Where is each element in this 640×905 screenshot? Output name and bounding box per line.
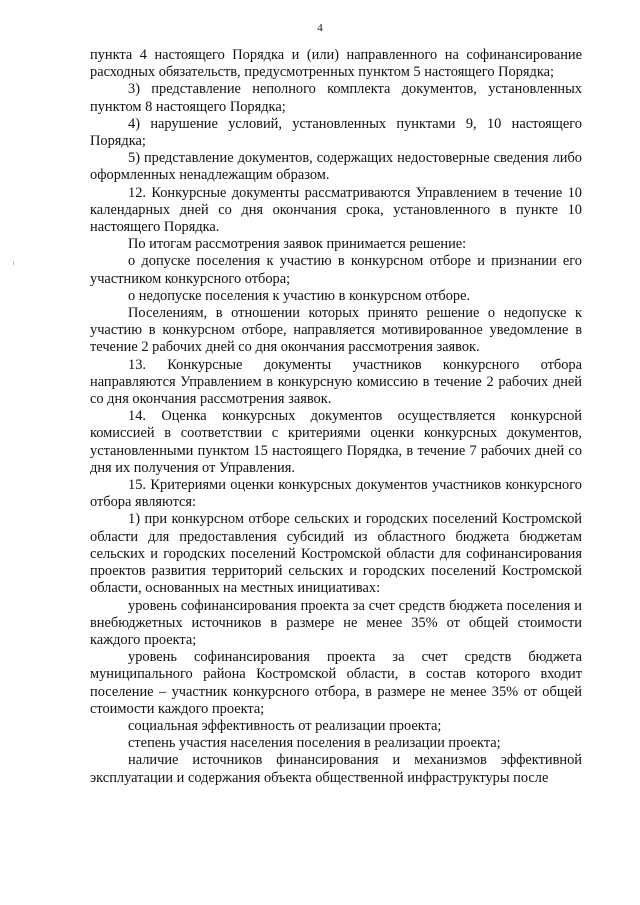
paragraph-decision-admit: о допуске поселения к участию в конкурсном отборе и признании его участником конкурсного отбора;	[90, 253, 582, 287]
paragraph-item-5: 5) представление документов, содержащих недостоверные сведения либо оформленных ненадлежащим образом.	[90, 150, 582, 184]
paragraph-decision-intro: По итогам рассмотрения заявок принимается решение:	[128, 236, 467, 253]
paragraph-clause-15: 15. Критериями оценки конкурсных документов участников конкурсного отбора являются:	[90, 477, 582, 511]
page-number: 4	[317, 22, 323, 34]
scan-artifact	[13, 261, 14, 265]
paragraph-item-4: 4) нарушение условий, установленных пунктами 9, 10 настоящего Порядка;	[90, 115, 582, 150]
paragraph-continuation: пункта 4 настоящего Порядка и (или) направленного на софинансирование расходных обязательств, предусмотренных пунктом 5 настоящего Порядка;	[90, 47, 582, 81]
paragraph-criterion-funding-sources: наличие источников финансирования и механизмов эффективной эксплуатации и содержания объекта общественной инфраструктуры после	[90, 752, 582, 786]
paragraph-criteria-1: 1) при конкурсном отборе сельских и городских поселений Костромской области для предоставления субсидий из областного бюджета бюджетам сельских и городских поселений Костромской области для софинансирования проектов развития территорий сельских и городских поселений Костромской области, основанных на местных инициативах:	[90, 511, 582, 597]
paragraph-criterion-participation: степень участия населения поселения в реализации проекта;	[128, 735, 501, 752]
paragraph-clause-13: 13. Конкурсные документы участников конкурсного отбора направляются Управлением в конкурсную комиссию в течение 2 рабочих дней со дня окончания рассмотрения заявок.	[90, 356, 582, 408]
paragraph-decision-reject: о недопуске поселения к участию в конкурсном отборе.	[128, 287, 471, 304]
paragraph-notification: Поселениям, в отношении которых принято решение о недопуске к участию в конкурсном отборе, направляется мотивированное уведомление в течение 2 рабочих дней со дня окончания рассмотрения заявок.	[90, 305, 582, 356]
paragraph-criterion-settlement-cofinancing: уровень софинансирования проекта за счет средств бюджета поселения и внебюджетных источников в размере не менее 35% от общей стоимости каждого проекта;	[90, 597, 582, 648]
paragraph-criterion-social-effect: социальная эффективность от реализации проекта;	[128, 717, 442, 734]
paragraph-criterion-district-cofinancing: уровень софинансирования проекта за счет средств бюджета муниципального района Костромской области, в состав которого входит поселение – участник конкурсного отбора, в размере не менее 35% от общей стоимости каждого проекта;	[90, 649, 582, 717]
document-body	[90, 47, 582, 787]
paragraph-clause-12: 12. Конкурсные документы рассматриваются Управлением в течение 10 календарных дней со дня окончания срока, установленного в пункте 10 настоящего Порядка.	[90, 184, 582, 236]
paragraph-clause-14: 14. Оценка конкурсных документов осуществляется конкурсной комиссией в соответствии с критериями оценки конкурсных документов, установленными пунктом 15 настоящего Порядка, в течение 7 рабочих дней со дня их получения от Управления.	[90, 408, 582, 476]
paragraph-item-3: 3) представление неполного комплекта документов, установленных пунктом 8 настоящего Порядка;	[90, 81, 582, 115]
